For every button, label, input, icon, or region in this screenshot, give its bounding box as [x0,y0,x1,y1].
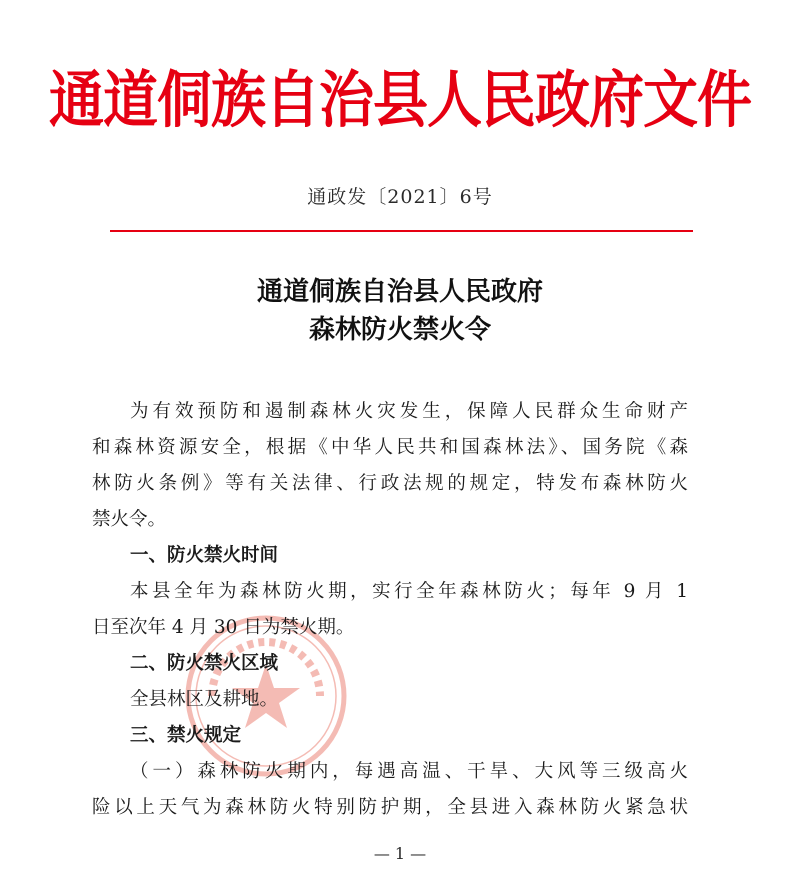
document-title-line-1: 通道侗族自治县人民政府 [256,277,543,307]
section-2-line-1: 全县林区及耕地。 [130,689,279,710]
issuer-header: 通道侗族自治县人民政府文件 [48,62,751,136]
section-3-line-1: （一）森林防火期内，每遇高温、干旱、大风等三级高火 [130,761,688,782]
section-1-heading: 一、防火禁火时间 [130,545,279,566]
section-3-heading: 三、禁火规定 [130,725,242,746]
intro-line-1: 为有效预防和遏制森林火灾发生，保障人民群众生命财产 [130,401,688,422]
section-1-line-2: 日至次年 4 月 30 日为禁火期。 [92,617,355,638]
red-divider-line [110,230,693,232]
section-1-line-1: 本县全年为森林防火期，实行全年森林防火；每年 9 月 1 [130,581,688,602]
page-number: — 1 — [373,844,427,863]
section-2-heading: 二、防火禁火区域 [130,653,279,674]
intro-line-3: 林防火条例》等有关法律、行政法规的规定，特发布森林防火 [92,473,688,494]
document-title-line-2: 森林防火禁火令 [308,315,491,345]
intro-line-2: 和森林资源安全，根据《中华人民共和国森林法》、国务院《森 [92,437,688,458]
intro-line-4: 禁火令。 [92,509,167,530]
section-3-line-2: 险以上天气为森林防火特别防护期，全县进入森林防火紧急状 [92,797,688,818]
document-number: 通政发〔2021〕6号 [307,186,493,208]
